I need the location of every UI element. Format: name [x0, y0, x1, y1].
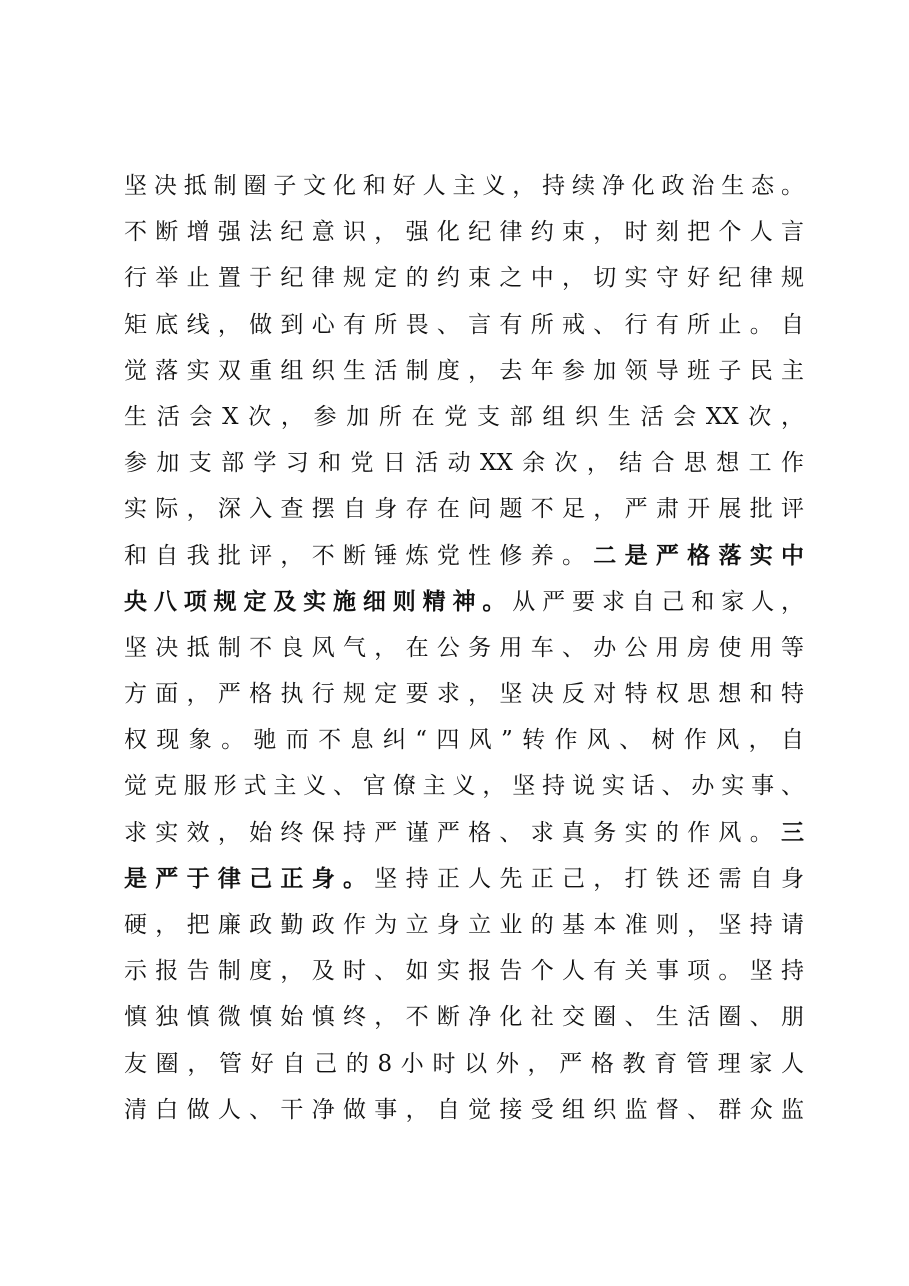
text-line: [124, 486, 804, 532]
text-line: [124, 671, 804, 717]
text-line: [124, 394, 804, 440]
body-text-segment: 硬，把廉政勤政作为立身立业的基本准则，坚持请: [124, 912, 804, 938]
text-line: [124, 1041, 804, 1087]
text-line: [124, 810, 804, 856]
body-text-segment: 矩底线，做到心有所畏、言有所戒、行有所止。自: [124, 311, 804, 338]
body-text-segment: 慎独慎微慎始慎终，不断净化社交圈、生活圈、朋: [124, 1004, 804, 1031]
body-text-segment: 觉克服形式主义、官僚主义，坚持说实话、办实事、: [124, 773, 804, 800]
body-text-segment: 方面，严格执行规定要求，坚决反对特权思想和特: [124, 681, 804, 708]
text-line: [124, 302, 804, 348]
text-line: [124, 717, 804, 763]
body-text-segment: 不断增强法纪意识，强化纪律约束，时刻把个人言: [124, 219, 804, 246]
body-text-segment: 示报告制度，及时、如实报告个人有关事项。坚持: [124, 958, 804, 985]
body-text-segment: 实际，深入查摆自身存在问题不足，严肃开展批评: [124, 496, 804, 523]
text-line: [124, 533, 804, 579]
body-text-segment: 求实效，始终保持严谨严格、求真务实的作风。: [124, 819, 781, 846]
text-line: [124, 763, 804, 809]
text-line: [124, 579, 804, 625]
body-text-segment: 生活会X次，参加所在党支部组织生活会XX次，: [124, 403, 804, 430]
bold-heading-text: 央八项规定及实施细则精神。: [124, 588, 513, 615]
text-line: [124, 625, 804, 671]
bold-heading-text: 是严于律己正身。: [124, 865, 375, 892]
body-text-segment: 坚持正人先正己，打铁还需自身: [374, 865, 805, 892]
text-line: [124, 255, 804, 301]
body-text-segment: 从严要求自己和家人，: [512, 588, 805, 615]
bold-heading-text: 三: [781, 819, 804, 846]
body-text-segment: 行举止置于纪律规定的约束之中，切实守好纪律规: [124, 265, 804, 292]
text-line: [124, 1087, 804, 1133]
text-line: [124, 348, 804, 394]
text-line: [124, 948, 804, 994]
text-line: [124, 856, 804, 902]
text-line: [124, 163, 804, 209]
text-line: [124, 994, 804, 1040]
body-text-segment: 友圈，管好自己的8小时以外，严格教育管理家人: [124, 1050, 804, 1077]
body-text-segment: 坚决抵制圈子文化和好人主义，持续净化政治生态。: [124, 173, 804, 199]
text-line: [124, 440, 804, 486]
body-text-segment: 坚决抵制不良风气，在公务用车、办公用房使用等: [124, 634, 804, 661]
body-text-segment: 和自我批评，不断锤炼党性修养。: [124, 542, 594, 569]
text-line: [124, 902, 804, 948]
body-text-segment: 觉落实双重组织生活制度，去年参加领导班子民主: [124, 357, 804, 384]
body-text: [124, 163, 804, 1133]
body-text-segment: 权现象。驰而不息纠“四风”转作风、树作风，自: [124, 727, 804, 754]
bold-heading-text: 二是严格落实中: [593, 542, 805, 569]
body-text-segment: 清白做人、干净做事，自觉接受组织监督、群众监: [124, 1096, 804, 1123]
text-line: [124, 209, 804, 255]
body-text-segment: 参加支部学习和党日活动XX余次，结合思想工作: [124, 450, 804, 477]
